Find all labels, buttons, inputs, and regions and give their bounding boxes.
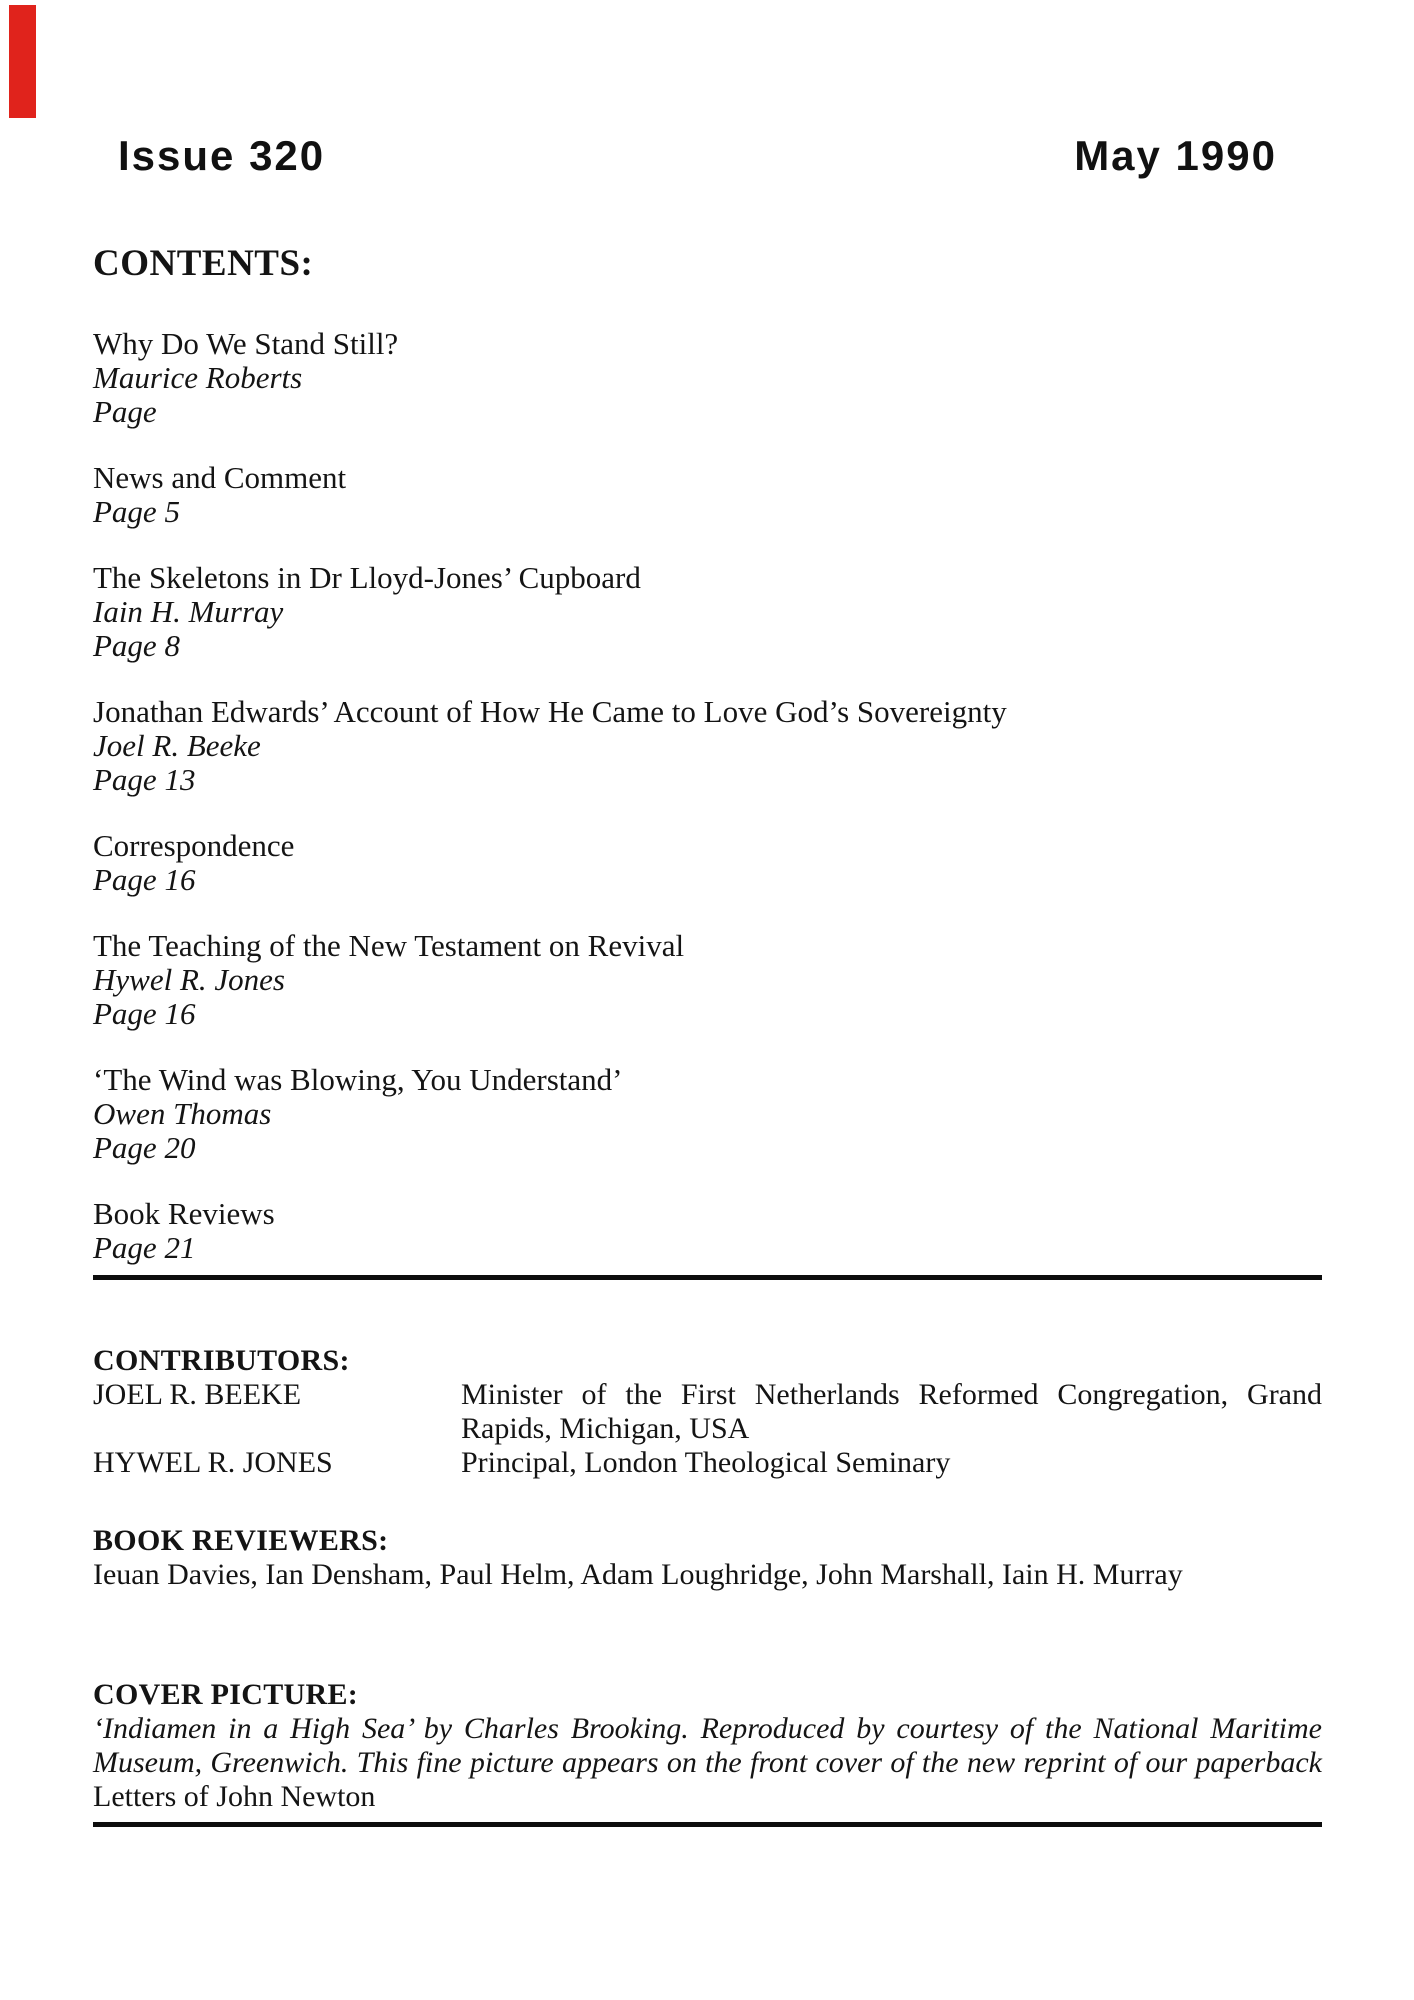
toc-entry	[93, 561, 1322, 663]
entry-page: Page 5	[93, 494, 180, 529]
entry-page: Page 13	[93, 762, 196, 797]
red-accent-bar	[9, 5, 36, 118]
divider-top	[93, 1275, 1322, 1280]
book-reviewers-section	[93, 1524, 1322, 1592]
entry-page: Page 21	[93, 1230, 196, 1265]
entry-title: The Teaching of the New Testament on Revival	[93, 928, 685, 963]
toc-entry	[93, 1197, 1322, 1265]
book-reviewers-heading: BOOK REVIEWERS:	[93, 1524, 389, 1557]
date-label: May 1990	[1074, 132, 1277, 179]
entry-author: Joel R. Beeke	[93, 728, 261, 763]
toc-entry	[93, 929, 1322, 1031]
book-reviewers-names: Ieuan Davies, Ian Densham, Paul Helm, Adam Loughridge, John Marshall, Iain H. Murray	[93, 1558, 1183, 1591]
cover-picture-text	[93, 1712, 1322, 1814]
toc-entry	[93, 461, 1322, 529]
entry-author: Iain H. Murray	[93, 594, 284, 629]
contributors-heading: CONTRIBUTORS:	[93, 1344, 350, 1377]
cover-picture-text-italic: ‘Indiamen in a High Sea’ by Charles Brooking. Reproduced by courtesy of the National Maritime Museum, Greenwich. This fine picture appears on the front cover of the new reprint of our paperback	[93, 1712, 1322, 1779]
entry-title: Correspondence	[93, 828, 295, 863]
entry-page: Page 16	[93, 996, 196, 1031]
toc-entry	[93, 829, 1322, 897]
entry-page: Page 16	[93, 862, 196, 897]
entry-author: Maurice Roberts	[93, 360, 303, 395]
cover-picture-book-title: Letters of John Newton	[93, 1780, 376, 1813]
entry-author: Hywel R. Jones	[93, 962, 285, 997]
issue-label: Issue 320	[118, 132, 326, 179]
entry-title: Why Do We Stand Still?	[93, 326, 399, 361]
entry-title: Jonathan Edwards’ Account of How He Came to Love God’s Sovereignty	[93, 694, 1007, 729]
entry-title: The Skeletons in Dr Lloyd-Jones’ Cupboard	[93, 560, 641, 595]
toc-entry	[93, 1063, 1322, 1165]
entry-title: ‘The Wind was Blowing, You Understand’	[93, 1062, 623, 1097]
contributor-name: HYWEL R. JONES	[93, 1446, 333, 1479]
entry-page: Page 8	[93, 628, 180, 663]
contributor-description: Minister of the First Netherlands Reformed Congregation, Grand Rapids, Michigan, USA	[461, 1378, 1322, 1445]
divider-bottom	[93, 1822, 1322, 1827]
toc-entry	[93, 695, 1322, 797]
entry-title: News and Comment	[93, 460, 347, 495]
page-header	[93, 132, 1322, 180]
contents-heading: CONTENTS:	[93, 243, 314, 284]
table-of-contents	[93, 327, 1322, 1265]
contributor-description: Principal, London Theological Seminary	[461, 1446, 951, 1479]
entry-title: Book Reviews	[93, 1196, 275, 1231]
contributor-name: JOEL R. BEEKE	[93, 1378, 302, 1411]
contributors-section	[93, 1344, 1322, 1480]
toc-entry	[93, 327, 1322, 429]
entry-page: Page	[93, 394, 157, 429]
entry-page: Page 20	[93, 1130, 196, 1165]
contributor-row	[93, 1378, 1322, 1446]
cover-picture-heading: COVER PICTURE:	[93, 1678, 359, 1711]
contributor-row	[93, 1446, 1322, 1480]
entry-author: Owen Thomas	[93, 1096, 272, 1131]
cover-picture-section	[93, 1678, 1322, 1814]
